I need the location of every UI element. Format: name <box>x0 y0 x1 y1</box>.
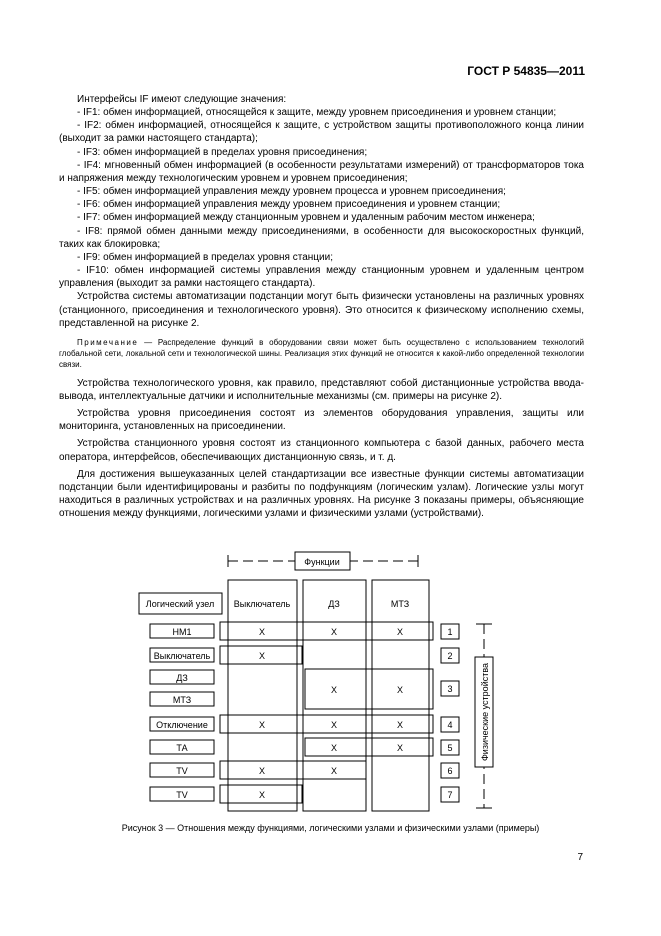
paragraph: Для достижения вышеуказанных целей стандартизации все известные функции системы автоматизации подстанции были идентифицированы и разбиты по подфункциям (логическим узлам). Логические узлы могут находиться в различных устройствах и на различных уровнях. На рисунке 3 показаны примеры, объясняющие отношения между функциями, логическими узлами и физическими узлами (устройствами). <box>59 468 584 520</box>
note-text: — Распределение функций в оборудовании связи может быть осуществлено с использованием технологий глобальной сети, локальной сети и технологической шины. Реализация этих функций не относится к какой-либо определенной технологии связи. <box>59 337 584 369</box>
device-number: 6 <box>447 766 453 776</box>
x-mark: X <box>258 627 266 637</box>
paragraph: Устройства уровня присоединения состоят из элементов оборудования управления, защиты или мониторинга, установленных на присоединении. <box>59 408 584 433</box>
paragraph: - IF4: мгновенный обмен информацией (в особенности результатами измерений) от трансформаторов тока и напряжения между технологическим уровнем и уровнем присоединения; <box>59 159 584 184</box>
column-header: ДЗ <box>328 599 340 609</box>
paragraph: - IF7: обмен информацией между станционным уровнем и удаленным рабочим местом инженера; <box>77 212 535 224</box>
x-mark: X <box>258 651 266 661</box>
x-mark: X <box>330 766 338 776</box>
x-mark: X <box>330 743 338 753</box>
figure-3 <box>0 545 661 845</box>
column-mtz <box>372 580 429 811</box>
paragraph: - IF10: обмен информацией системы управления между станционным уровнем и удаленным центром управления (выходит за рамки настоящего стандарта). <box>59 265 584 290</box>
figure-diagram <box>0 545 661 845</box>
device-number: 5 <box>447 743 453 753</box>
node-label: ТА <box>176 743 188 753</box>
logical-node-label: Логический узел <box>145 599 215 609</box>
device-frame-6 <box>220 761 366 779</box>
paragraph: Интерфейсы IF имеют следующие значения: <box>77 94 287 105</box>
device-number: 3 <box>447 684 453 694</box>
device-number: 2 <box>447 651 453 661</box>
paragraph: - IF8: прямой обмен данными между присоединениями, в особенности для высокоскоростных функций, таких как блокировка; <box>59 225 584 250</box>
paragraph: - IF6: обмен информацией управления между уровнем присоединения и уровнем станции; <box>77 199 501 211</box>
x-mark: X <box>396 627 404 637</box>
paragraph: - IF5: обмен информацией управления между уровнем процесса и уровнем присоединения; <box>77 186 506 198</box>
column-dz <box>303 580 366 811</box>
paragraph: - IF3: обмен информацией в пределах уровня присоединения; <box>77 146 368 158</box>
node-label: Отключение <box>156 720 208 730</box>
device-number: 4 <box>447 720 453 730</box>
paragraph: Устройства станционного уровня состоят из станционного компьютера с базой данных, рабочего места оператора, интерфейсов, обеспечивающих дистанционную связь, и т. д. <box>59 438 584 463</box>
device-frame-3 <box>305 669 433 709</box>
page-number: 7 <box>577 852 583 863</box>
note-label: Примечание <box>77 337 139 347</box>
device-frame-5 <box>305 738 433 756</box>
physical-devices-label: Физические устройства <box>480 662 490 762</box>
node-label: ДЗ <box>176 673 188 683</box>
column-header: Выключатель <box>233 599 291 609</box>
x-mark: X <box>258 790 266 800</box>
paragraph: Устройства технологического уровня, как правило, представляют собой дистанционные устройства ввода-вывода, интеллектуальные датчики и исполнительные механизмы (см. примеры на рисунке 2). <box>59 377 584 402</box>
node-label: TV <box>176 790 188 800</box>
column-header: МТЗ <box>390 599 410 609</box>
device-number: 1 <box>447 627 453 637</box>
body-text <box>59 93 584 520</box>
device-number: 7 <box>447 790 453 800</box>
x-mark: X <box>396 743 404 753</box>
x-mark: X <box>396 685 404 695</box>
x-mark: X <box>396 720 404 730</box>
node-label: МТЗ <box>172 695 192 705</box>
paragraph: - IF9: обмен информацией в пределах уровня станции; <box>77 251 333 263</box>
x-mark: X <box>330 685 338 695</box>
node-label: Выключатель <box>153 651 211 661</box>
x-mark: X <box>258 766 266 776</box>
paragraph: - IF2: обмен информацией, относящейся к защите, с устройством защиты противоположного конца линии (выходит за рамки настоящего стандарта); <box>59 120 584 145</box>
figure-caption: Рисунок 3 — Отношения между функциями, логическими узлами и физическими узлами (примеры) <box>121 823 540 833</box>
node-label: НМ1 <box>172 627 192 637</box>
x-mark: X <box>330 720 338 730</box>
paragraph: Устройства системы автоматизации подстанции могут быть физически установлены на различных уровнях (станционного, присоединения и технологического уровня). Это относится к физическому исполнению схемы, представленной на рисунке 2. <box>59 291 584 329</box>
paragraph: - IF1: обмен информацией, относящейся к защите, между уровнем присоединения и уровнем станции; <box>77 107 557 119</box>
x-mark: X <box>258 720 266 730</box>
x-mark: X <box>330 627 338 637</box>
functions-label: Функции <box>304 557 340 567</box>
document-header: ГОСТ Р 54835—2011 <box>467 64 585 78</box>
node-label: TV <box>176 766 188 776</box>
column-vykl <box>228 580 297 811</box>
note <box>59 337 584 370</box>
